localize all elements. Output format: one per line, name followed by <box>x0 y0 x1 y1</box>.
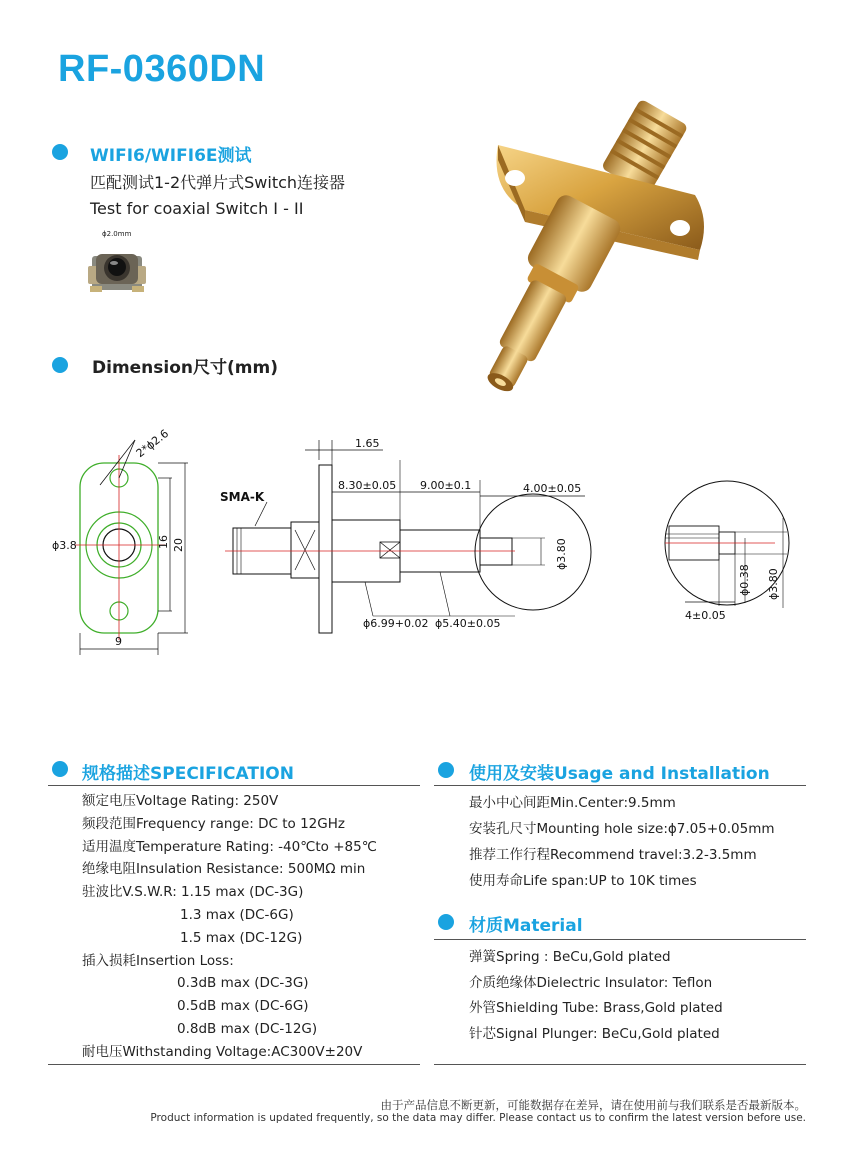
l400-label: 4.00±0.05 <box>523 482 582 495</box>
usage-rule <box>434 785 806 786</box>
h20-label: 20 <box>172 538 185 552</box>
switch-dim-label: ϕ2.0mm <box>102 230 132 238</box>
h16-label: 16 <box>157 535 170 549</box>
d699-label: ϕ6.99+0.02 <box>363 617 429 630</box>
page-title: RF-0360DN <box>58 48 266 90</box>
holes-label: 2*ϕ2.6 <box>133 426 172 461</box>
d380-label: ϕ3.80 <box>555 538 568 570</box>
material-bottom-rule <box>434 1064 806 1065</box>
l900-label: 9.00±0.1 <box>420 479 472 492</box>
usage-line: 安装孔尺寸Mounting hole size:ϕ7.05+0.05mm <box>469 821 775 837</box>
switch-connector-image <box>82 226 154 298</box>
dia38-label: ϕ3.8 <box>52 539 77 552</box>
l830-label: 8.30±0.05 <box>338 479 397 492</box>
intro-heading: WIFI6/WIFI6E测试 <box>90 146 252 166</box>
bullet-dot <box>438 762 454 778</box>
spec-line: 0.5dB max (DC-6G) <box>177 998 309 1015</box>
bullet-dot <box>438 914 454 930</box>
intro-line-cn: 匹配测试1-2代弹片式Switch连接器 <box>90 173 346 192</box>
sma-label: SMA-K <box>220 490 265 504</box>
w9-label: 9 <box>115 635 122 648</box>
l4-label: 4±0.05 <box>685 609 726 622</box>
spec-line: 1.3 max (DC-6G) <box>180 906 294 923</box>
spec-line: 1.5 max (DC-12G) <box>180 929 303 946</box>
spec-line: 耐电压Withstanding Voltage:AC300V±20V <box>82 1043 363 1060</box>
usage-line: 推荐工作行程Recommend travel:3.2-3.5mm <box>469 847 757 863</box>
spec-line: 适用温度Temperature Rating: -40℃to +85℃ <box>82 838 377 855</box>
usage-list <box>469 790 775 894</box>
material-list <box>469 945 723 1047</box>
front-view-drawing <box>40 415 200 660</box>
spec-line: 0.3dB max (DC-3G) <box>177 975 309 992</box>
material-rule <box>434 939 806 940</box>
spec-line: 绝缘电阻Insulation Resistance: 500MΩ min <box>82 861 366 878</box>
usage-line: 最小中心间距Min.Center:9.5mm <box>469 795 676 811</box>
material-line: 针芯Signal Plunger: BeCu,Gold plated <box>469 1025 720 1042</box>
bullet-dot <box>52 144 68 160</box>
dimension-heading: Dimension尺寸(mm) <box>92 358 278 378</box>
t165-label: 1.65 <box>355 437 380 450</box>
spec-line: 额定电压Voltage Rating: 250V <box>82 793 279 809</box>
material-line: 外管Shielding Tube: Brass,Gold plated <box>469 1000 723 1016</box>
d540-label: ϕ5.40±0.05 <box>435 617 501 630</box>
d380b-label: ϕ3.80 <box>767 568 780 600</box>
usage-line: 使用寿命Life span:UP to 10K times <box>469 873 697 889</box>
footer-note-en: Product information is updated frequently, so the data may differ. Please contact us to confirm the latest version before use. <box>150 1112 806 1124</box>
spec-rule <box>48 785 420 786</box>
side-view-drawing <box>215 430 615 635</box>
material-line: 介质绝缘体Dielectric Insulator: Teflon <box>469 974 713 991</box>
intro-line-en: Test for coaxial Switch Ⅰ - II <box>90 199 304 218</box>
spec-bottom-rule <box>48 1064 420 1065</box>
material-heading: 材质Material <box>469 916 583 936</box>
material-line: 弹簧Spring : BeCu,Gold plated <box>469 949 671 965</box>
detail-view-drawing <box>655 478 815 628</box>
spec-list <box>82 790 422 1064</box>
d038-label: ϕ0.38 <box>738 564 751 596</box>
spec-line: 插入损耗Insertion Loss: <box>82 952 234 969</box>
spec-line: 0.8dB max (DC-12G) <box>177 1020 318 1037</box>
footer-note-cn: 由于产品信息不断更新，可能数据存在差异，请在使用前与我们联系是否最新版本。 <box>380 1098 806 1112</box>
bullet-dot <box>52 357 68 373</box>
usage-heading: 使用及安装Usage and Installation <box>469 764 770 784</box>
spec-line: 驻波比V.S.W.R: 1.15 max (DC-3G) <box>82 884 304 901</box>
product-image <box>410 100 730 400</box>
spec-heading: 规格描述SPECIFICATION <box>82 764 294 784</box>
spec-line: 频段范围Frequency range: DC to 12GHz <box>82 815 345 832</box>
bullet-dot <box>52 761 68 777</box>
